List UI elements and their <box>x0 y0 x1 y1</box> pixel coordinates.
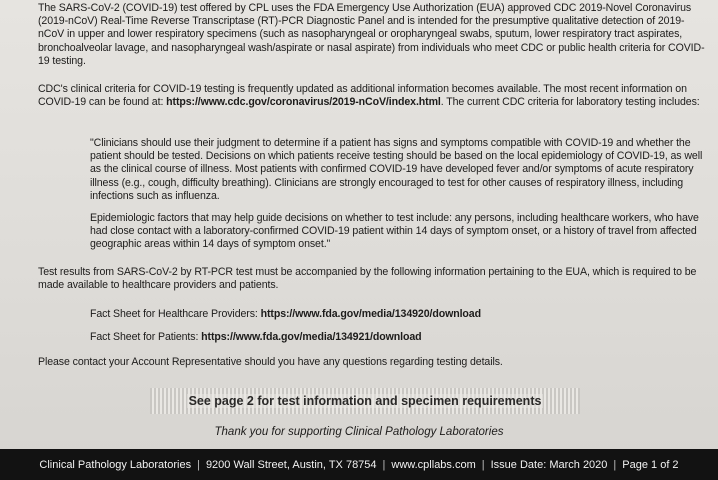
intro-paragraph: The SARS-CoV-2 (COVID-19) test offered by CPL uses the FDA Emergency Use Authorization (EUA) approved CDC 2019-Novel Coronavirus (2019-nCoV) Real-Time Reverse Transcriptase (RT)-PCR Diagnostic Panel and is intended for the presumptive qualitative detection of 2019-nCoV in upper and lower respiratory specimens (such as nasopharyngeal or oropharyngeal swabs, sputum, lower respiratory tract aspirates, bronchoalveolar lavage, and nasopharyngeal wash/aspirate or nasal aspirate) from individuals who meet CDC or public health criteria for COVID-19 testing. <box>38 2 705 67</box>
fact-sheet-patients <box>90 331 650 344</box>
thank-you-line: Thank you for supporting Clinical Pathology Laboratories <box>214 426 504 438</box>
page-footer <box>0 449 718 480</box>
footer-website[interactable]: www.cpllabs.com <box>391 458 476 471</box>
footer-address: 9200 Wall Street, Austin, TX 78754 <box>205 458 377 471</box>
cdc-link[interactable]: https://www.cdc.gov/coronavirus/2019-nCoV/index.html <box>166 96 441 109</box>
cdc-quote-epidemiologic: Epidemiologic factors that may help guide decisions on whether to test include: any persons, including healthcare workers, who have had close contact with a laboratory-confirmed COVID-19 patient within 14 days of symptom onset, or a history of travel from affected geographic areas within 14 days of symptom onset." <box>90 212 699 251</box>
footer-separator: | <box>382 458 386 471</box>
cdc-paragraph-tail: . The current CDC criteria for laboratory testing includes: <box>440 96 700 109</box>
fact-sheet-patients-link[interactable]: https://www.fda.gov/media/134921/download <box>201 331 422 343</box>
footer-separator: | <box>481 458 485 471</box>
callout-text: See page 2 for test information and specimen requirements <box>188 394 542 408</box>
see-page-2-callout <box>150 388 580 414</box>
fact-sheet-patients-label: Fact Sheet for Patients: <box>90 331 202 343</box>
footer-separator: | <box>613 458 617 471</box>
footer-lab-name: Clinical Pathology Laboratories <box>39 458 192 471</box>
footer-issue-date: Issue Date: March 2020 <box>490 458 608 471</box>
footer-separator: | <box>197 458 200 471</box>
cdc-paragraph-lead: CDC's clinical criteria for COVID-19 testing is frequently updated as additional information becomes available. The most recent information on COVID-19 can be found at: <box>38 83 687 109</box>
footer-page-number: Page 1 of 2 <box>622 458 679 471</box>
cdc-quote-clinicians: "Clinicians should use their judgment to determine if a patient has signs and symptoms compatible with COVID-19 and whether the patient should be tested. Decisions on which patients receive testing should be based on the local epidemiology of COVID-19, as well as the clinical course of illness. Most patients with confirmed COVID-19 have developed fever and/or symptoms of acute respiratory illness (e.g., cough, difficulty breathing). Clinicians are strongly encouraged to test for other causes of respiratory illness, including infections such as influenza. <box>90 137 703 202</box>
fact-sheet-providers <box>90 308 650 321</box>
cdc-criteria-paragraph <box>38 83 710 109</box>
fact-sheet-providers-label: Fact Sheet for Healthcare Providers: <box>90 308 261 320</box>
contact-paragraph: Please contact your Account Representative should you have any questions regarding testing details. <box>38 356 503 368</box>
test-results-paragraph: Test results from SARS-CoV-2 by RT-PCR test must be accompanied by the following information pertaining to the EUA, which is required to be made available to healthcare providers and patients. <box>38 266 697 292</box>
fact-sheet-providers-link[interactable]: https://www.fda.gov/media/134920/download <box>260 308 481 320</box>
